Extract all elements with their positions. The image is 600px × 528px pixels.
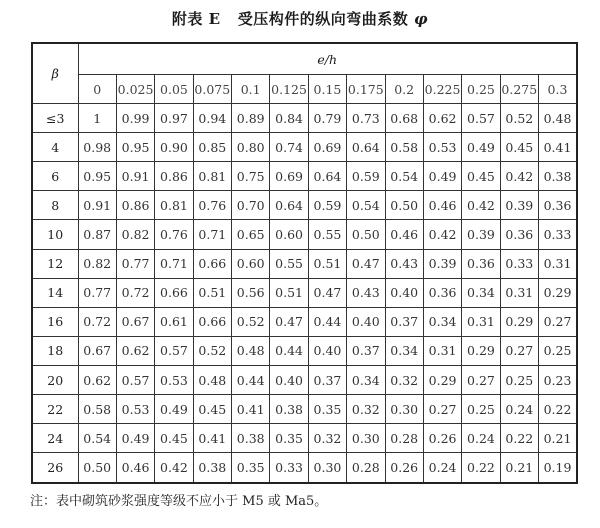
row-header-beta: 18 (32, 336, 78, 365)
table-cell: 0.82 (116, 220, 154, 249)
coefficient-table (31, 42, 578, 484)
table-cell: 0.27 (423, 395, 461, 424)
table-cell: 0.49 (155, 395, 193, 424)
header-row-group (32, 43, 577, 75)
table-cell: 0.22 (500, 424, 538, 453)
table-cell: 0.55 (270, 249, 308, 278)
table-cell: 0.40 (308, 336, 346, 365)
table-cell: 0.55 (308, 220, 346, 249)
table-cell: 0.65 (232, 220, 270, 249)
table-cell: 0.64 (308, 162, 346, 191)
table-cell: 1 (78, 104, 116, 133)
table-cell: 0.29 (539, 278, 578, 307)
table-cell: 0.34 (462, 278, 500, 307)
table-cell: 0.47 (270, 307, 308, 336)
table-row (32, 395, 577, 424)
table-cell: 0.29 (500, 307, 538, 336)
table-cell: 0.87 (78, 220, 116, 249)
table-cell: 0.39 (462, 220, 500, 249)
table-cell: 0.35 (308, 395, 346, 424)
table-cell: 0.91 (78, 191, 116, 220)
table-row (32, 336, 577, 365)
table-cell: 0.34 (385, 336, 423, 365)
table-cell: 0.73 (347, 104, 385, 133)
column-header: 0.275 (500, 75, 538, 104)
table-cell: 0.45 (155, 424, 193, 453)
table-cell: 0.66 (193, 307, 231, 336)
row-header-beta: 22 (32, 395, 78, 424)
table-cell: 0.43 (347, 278, 385, 307)
table-cell: 0.32 (347, 395, 385, 424)
table-cell: 0.39 (423, 249, 461, 278)
table-cell: 0.31 (500, 278, 538, 307)
table-cell: 0.69 (308, 133, 346, 162)
table-cell: 0.46 (385, 220, 423, 249)
table-title (0, 8, 600, 29)
title-main: 受压构件的纵向弯曲系数 (237, 10, 409, 28)
table-cell: 0.54 (385, 162, 423, 191)
table-cell: 0.51 (193, 278, 231, 307)
column-header-row (32, 75, 577, 104)
table-cell: 0.82 (78, 249, 116, 278)
table-cell: 0.49 (116, 424, 154, 453)
table-cell: 0.32 (308, 424, 346, 453)
row-header-beta: 14 (32, 278, 78, 307)
table-cell: 0.50 (385, 191, 423, 220)
table-cell: 0.37 (308, 365, 346, 394)
column-header: 0.075 (193, 75, 231, 104)
column-header: 0.175 (347, 75, 385, 104)
table-row (32, 365, 577, 394)
table-cell: 0.64 (270, 191, 308, 220)
table-cell: 0.36 (462, 249, 500, 278)
table-cell: 0.85 (193, 133, 231, 162)
table-cell: 0.67 (78, 336, 116, 365)
table-cell: 0.37 (347, 336, 385, 365)
table-cell: 0.45 (193, 395, 231, 424)
row-header-beta: 10 (32, 220, 78, 249)
table-cell: 0.30 (308, 453, 346, 483)
table-cell: 0.40 (385, 278, 423, 307)
table-cell: 0.36 (539, 191, 578, 220)
table-cell: 0.42 (423, 220, 461, 249)
table-cell: 0.52 (232, 307, 270, 336)
table-cell: 0.47 (347, 249, 385, 278)
table-cell: 0.24 (462, 424, 500, 453)
column-header: 0.2 (385, 75, 423, 104)
table-cell: 0.62 (423, 104, 461, 133)
table-cell: 0.37 (385, 307, 423, 336)
table-row (32, 133, 577, 162)
table-cell: 0.22 (462, 453, 500, 483)
table-cell: 0.31 (423, 336, 461, 365)
table-cell: 0.27 (462, 365, 500, 394)
column-header: 0.225 (423, 75, 461, 104)
table-cell: 0.58 (385, 133, 423, 162)
row-header-beta: 6 (32, 162, 78, 191)
table-cell: 0.94 (193, 104, 231, 133)
table-cell: 0.76 (193, 191, 231, 220)
table-cell: 0.24 (423, 453, 461, 483)
table-cell: 0.58 (78, 395, 116, 424)
table-cell: 0.38 (232, 424, 270, 453)
table-cell: 0.77 (78, 278, 116, 307)
table-cell: 0.44 (270, 336, 308, 365)
table-cell: 0.68 (385, 104, 423, 133)
table-cell: 0.26 (423, 424, 461, 453)
table-cell: 0.50 (347, 220, 385, 249)
table-cell: 0.66 (155, 278, 193, 307)
table-cell: 0.69 (270, 162, 308, 191)
table-cell: 0.61 (155, 307, 193, 336)
table-cell: 0.33 (539, 220, 578, 249)
row-header-beta: 12 (32, 249, 78, 278)
table-cell: 0.72 (78, 307, 116, 336)
table-cell: 0.33 (270, 453, 308, 483)
row-header-beta: ≤3 (32, 104, 78, 133)
table-cell: 0.74 (270, 133, 308, 162)
table-cell: 0.57 (155, 336, 193, 365)
table-cell: 0.36 (500, 220, 538, 249)
row-header-beta: 24 (32, 424, 78, 453)
table-cell: 0.54 (78, 424, 116, 453)
table-cell: 0.71 (155, 249, 193, 278)
table-cell: 0.28 (347, 453, 385, 483)
table-cell: 0.34 (423, 307, 461, 336)
table-cell: 0.30 (347, 424, 385, 453)
table-cell: 0.60 (232, 249, 270, 278)
table-cell: 0.31 (462, 307, 500, 336)
table-cell: 0.40 (270, 365, 308, 394)
table-row (32, 307, 577, 336)
table-cell: 0.54 (347, 191, 385, 220)
table-cell: 0.95 (116, 133, 154, 162)
table-cell: 0.42 (462, 191, 500, 220)
table-cell: 0.42 (500, 162, 538, 191)
title-prefix: 附表 E (171, 10, 221, 28)
column-header: 0.125 (270, 75, 308, 104)
table-cell: 0.31 (539, 249, 578, 278)
table-cell: 0.53 (423, 133, 461, 162)
table-cell: 0.57 (462, 104, 500, 133)
table-cell: 0.38 (270, 395, 308, 424)
table-cell: 0.25 (462, 395, 500, 424)
table-cell: 0.75 (232, 162, 270, 191)
table-cell: 0.53 (116, 395, 154, 424)
table-cell: 0.62 (78, 365, 116, 394)
table-cell: 0.41 (193, 424, 231, 453)
table-cell: 0.21 (539, 424, 578, 453)
row-header-beta: 8 (32, 191, 78, 220)
table-cell: 0.72 (116, 278, 154, 307)
table-cell: 0.43 (385, 249, 423, 278)
table-cell: 0.27 (500, 336, 538, 365)
table-cell: 0.46 (116, 453, 154, 483)
table-cell: 0.41 (539, 133, 578, 162)
row-header-beta: 26 (32, 453, 78, 483)
row-header-beta: 16 (32, 307, 78, 336)
table-row (32, 104, 577, 133)
column-header: 0.025 (116, 75, 154, 104)
table-cell: 0.34 (347, 365, 385, 394)
table-cell: 0.70 (232, 191, 270, 220)
table-row (32, 191, 577, 220)
column-header: 0.05 (155, 75, 193, 104)
table-cell: 0.50 (78, 453, 116, 483)
table-cell: 0.90 (155, 133, 193, 162)
table-cell: 0.51 (270, 278, 308, 307)
table-cell: 0.49 (462, 133, 500, 162)
table-cell: 0.48 (232, 336, 270, 365)
table-cell: 0.79 (308, 104, 346, 133)
table-cell: 0.57 (116, 365, 154, 394)
table-cell: 0.25 (539, 336, 578, 365)
table-cell: 0.26 (385, 453, 423, 483)
table-cell: 0.89 (232, 104, 270, 133)
table-cell: 0.21 (500, 453, 538, 483)
table-cell: 0.56 (232, 278, 270, 307)
table-cell: 0.35 (270, 424, 308, 453)
table-cell: 0.30 (385, 395, 423, 424)
table-cell: 0.33 (500, 249, 538, 278)
column-header: 0.1 (232, 75, 270, 104)
table-cell: 0.46 (423, 191, 461, 220)
table-cell: 0.32 (385, 365, 423, 394)
footnote: 注：表中砌筑砂浆强度等级不应小于 M5 或 Ma5。 (30, 494, 328, 509)
table-cell: 0.86 (155, 162, 193, 191)
table-cell: 0.39 (500, 191, 538, 220)
table-row (32, 453, 577, 483)
table-cell: 0.67 (116, 307, 154, 336)
table-cell: 0.49 (423, 162, 461, 191)
table-cell: 0.45 (500, 133, 538, 162)
table-cell: 0.66 (193, 249, 231, 278)
table-cell: 0.98 (78, 133, 116, 162)
table-cell: 0.95 (78, 162, 116, 191)
column-header: 0.3 (539, 75, 578, 104)
column-header: 0.25 (462, 75, 500, 104)
table-cell: 0.38 (539, 162, 578, 191)
table-cell: 0.81 (193, 162, 231, 191)
table-cell: 0.52 (500, 104, 538, 133)
table-row (32, 249, 577, 278)
table-cell: 0.47 (308, 278, 346, 307)
table-cell: 0.48 (193, 365, 231, 394)
table-cell: 0.97 (155, 104, 193, 133)
table-cell: 0.22 (539, 395, 578, 424)
table-cell: 0.62 (116, 336, 154, 365)
table-cell: 0.76 (155, 220, 193, 249)
table-cell: 0.19 (539, 453, 578, 483)
table-cell: 0.53 (155, 365, 193, 394)
table-cell: 0.77 (116, 249, 154, 278)
table-cell: 0.71 (193, 220, 231, 249)
table-cell: 0.84 (270, 104, 308, 133)
table-cell: 0.29 (423, 365, 461, 394)
table-row (32, 424, 577, 453)
table-cell: 0.27 (539, 307, 578, 336)
table-row (32, 162, 577, 191)
table-cell: 0.25 (500, 365, 538, 394)
row-header-beta: 4 (32, 133, 78, 162)
beta-header: β (32, 43, 78, 104)
table-cell: 0.41 (232, 395, 270, 424)
table-cell: 0.99 (116, 104, 154, 133)
table-cell: 0.80 (232, 133, 270, 162)
table-cell: 0.24 (500, 395, 538, 424)
column-header: 0.15 (308, 75, 346, 104)
column-header: 0 (78, 75, 116, 104)
eh-header: e/h (78, 43, 577, 75)
table-cell: 0.91 (116, 162, 154, 191)
table-cell: 0.59 (308, 191, 346, 220)
table-cell: 0.60 (270, 220, 308, 249)
table-cell: 0.64 (347, 133, 385, 162)
table-cell: 0.23 (539, 365, 578, 394)
table-row (32, 220, 577, 249)
table-cell: 0.29 (462, 336, 500, 365)
table-cell: 0.45 (462, 162, 500, 191)
table-cell: 0.59 (347, 162, 385, 191)
table-cell: 0.52 (193, 336, 231, 365)
table-cell: 0.44 (308, 307, 346, 336)
table-cell: 0.35 (232, 453, 270, 483)
table-cell: 0.38 (193, 453, 231, 483)
table-cell: 0.51 (308, 249, 346, 278)
row-header-beta: 20 (32, 365, 78, 394)
table-row (32, 278, 577, 307)
title-symbol: φ (414, 10, 429, 28)
table-cell: 0.42 (155, 453, 193, 483)
table-cell: 0.44 (232, 365, 270, 394)
table-cell: 0.40 (347, 307, 385, 336)
table-cell: 0.86 (116, 191, 154, 220)
table-cell: 0.81 (155, 191, 193, 220)
table-cell: 0.36 (423, 278, 461, 307)
table-cell: 0.48 (539, 104, 578, 133)
table-cell: 0.28 (385, 424, 423, 453)
